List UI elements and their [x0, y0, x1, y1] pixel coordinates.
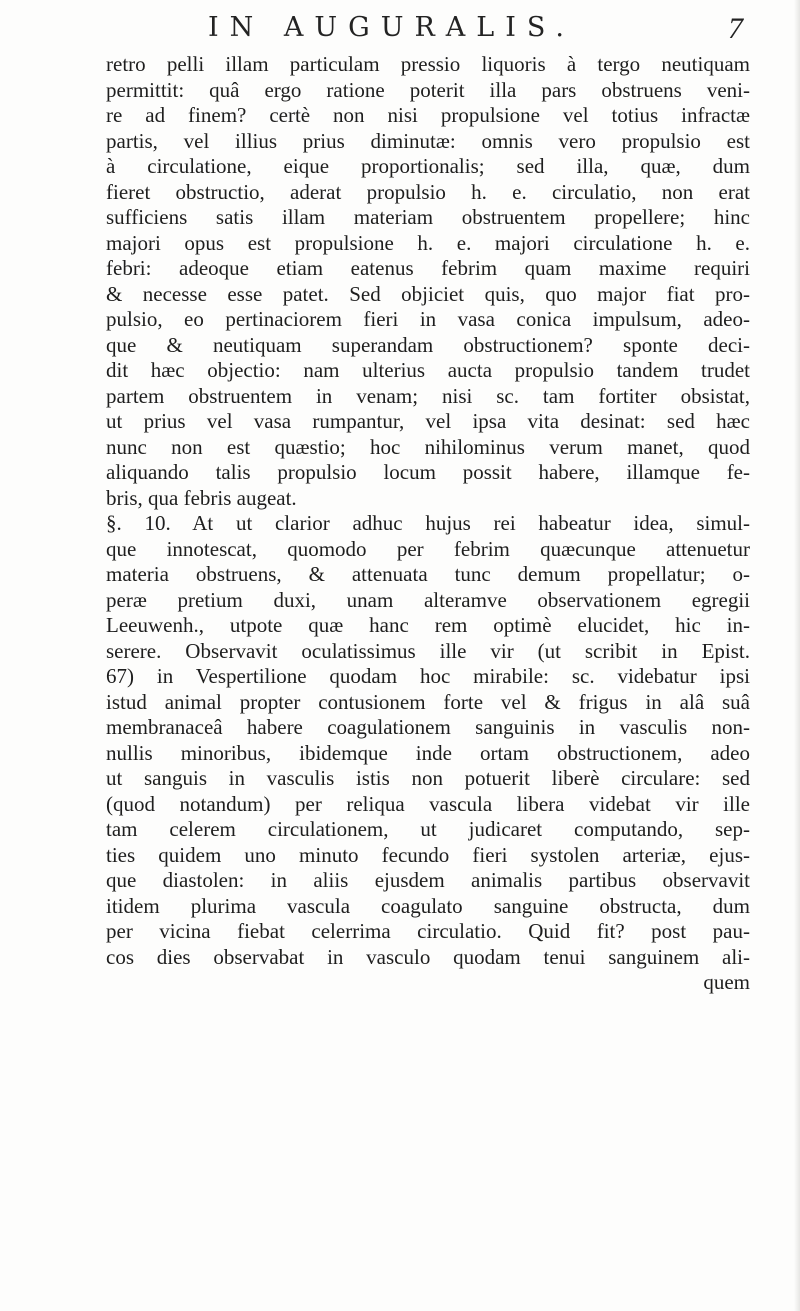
page-edge-shadow	[794, 0, 800, 1311]
running-head	[0, 12, 800, 56]
text-line: partem obstruentem in venam; nisi sc. tam fortiter obsistat,	[106, 383, 750, 408]
catchword: quem	[703, 970, 750, 994]
body-text	[106, 52, 750, 996]
text-line: febri: adeoque etiam eatenus febrim quam maxime requiri	[106, 256, 750, 280]
text-line: per vicina fiebat celerrima circulatio. Quid fit? post pau-	[106, 919, 750, 943]
text-line: retro pelli illam particulam pressio liquoris à tergo neutiquam	[106, 52, 750, 76]
text-line: Leeuwenh., utpote quæ hanc rem optimè elucidet, hic in-	[106, 613, 750, 637]
text-line: que innotescat, quomodo per febrim quæcunque attenuetur	[106, 536, 750, 561]
text-line: à circulatione, eique proportionalis; sed illa, quæ, dum	[106, 154, 750, 178]
text-line: que diastolen: in aliis ejusdem animalis partibus observavit	[106, 868, 750, 892]
text-line: 67) in Vespertilione quodam hoc mirabile: sc. videbatur ipsi	[106, 664, 750, 688]
text-line: materia obstruens, & attenuata tunc demum propellatur; o-	[106, 562, 750, 586]
text-line: sufficiens satis illam materiam obstruentem propellere; hinc	[106, 205, 750, 229]
text-line: pulsio, eo pertinaciorem fieri in vasa conica impulsum, adeo-	[106, 307, 750, 331]
text-line: cos dies observabat in vasculo quodam tenui sanguinem ali-	[106, 944, 750, 969]
text-line: re ad finem? certè non nisi propulsione vel totius infractæ	[106, 103, 750, 127]
text-line: membranaceâ habere coagulationem sanguinis in vasculis non-	[106, 715, 750, 739]
text-line: aliquando talis propulsio locum possit habere, illamque fe-	[106, 460, 750, 484]
text-line: majori opus est propulsione h. e. majori circulatione h. e.	[106, 230, 750, 255]
text-line: que & neutiquam superandam obstructionem? sponte deci-	[106, 332, 750, 357]
text-line: ut sanguis in vasculis istis non potuerit liberè circulare: sed	[106, 766, 750, 790]
text-line: itidem plurima vascula coagulato sanguine obstructa, dum	[106, 893, 750, 918]
text-line: (quod notandum) per reliqua vascula libera videbat vir ille	[106, 791, 750, 816]
text-line: §. 10. At ut clarior adhuc hujus rei habeatur idea, simul-	[106, 511, 750, 535]
text-line: permittit: quâ ergo ratione poterit illa pars obstruens veni-	[106, 77, 750, 102]
text-line: nunc non est quæstio; hoc nihilominus verum manet, quod	[106, 434, 750, 459]
text-line: ut prius vel vasa rumpantur, vel ipsa vita desinat: sed hæc	[106, 409, 750, 433]
text-line: istud animal propter contusionem forte vel & frigus in alâ suâ	[106, 689, 750, 714]
text-line: tam celerem circulationem, ut judicaret computando, sep-	[106, 817, 750, 841]
text-line: bris, qua febris augeat.	[106, 485, 297, 510]
page-number: 7	[728, 12, 743, 45]
text-line: serere. Observavit oculatissimus ille vir (ut scribit in Epist.	[106, 638, 750, 663]
running-title: IN AUGURALIS.	[208, 12, 575, 43]
text-line: partis, vel illius prius diminutæ: omnis vero propulsio est	[106, 128, 750, 153]
text-line: dit hæc objectio: nam ulterius aucta propulsio tandem trudet	[106, 358, 750, 382]
text-line: & necesse esse patet. Sed objiciet quis, quo major fiat pro-	[106, 281, 750, 306]
text-line: ties quidem uno minuto fecundo fieri systolen arteriæ, ejus-	[106, 842, 750, 867]
text-line: peræ pretium duxi, unam alteramve observationem egregii	[106, 587, 750, 612]
text-line: nullis minoribus, ibidemque inde ortam obstructionem, adeo	[106, 740, 750, 765]
text-line: fieret obstructio, aderat propulsio h. e. circulatio, non erat	[106, 179, 750, 204]
